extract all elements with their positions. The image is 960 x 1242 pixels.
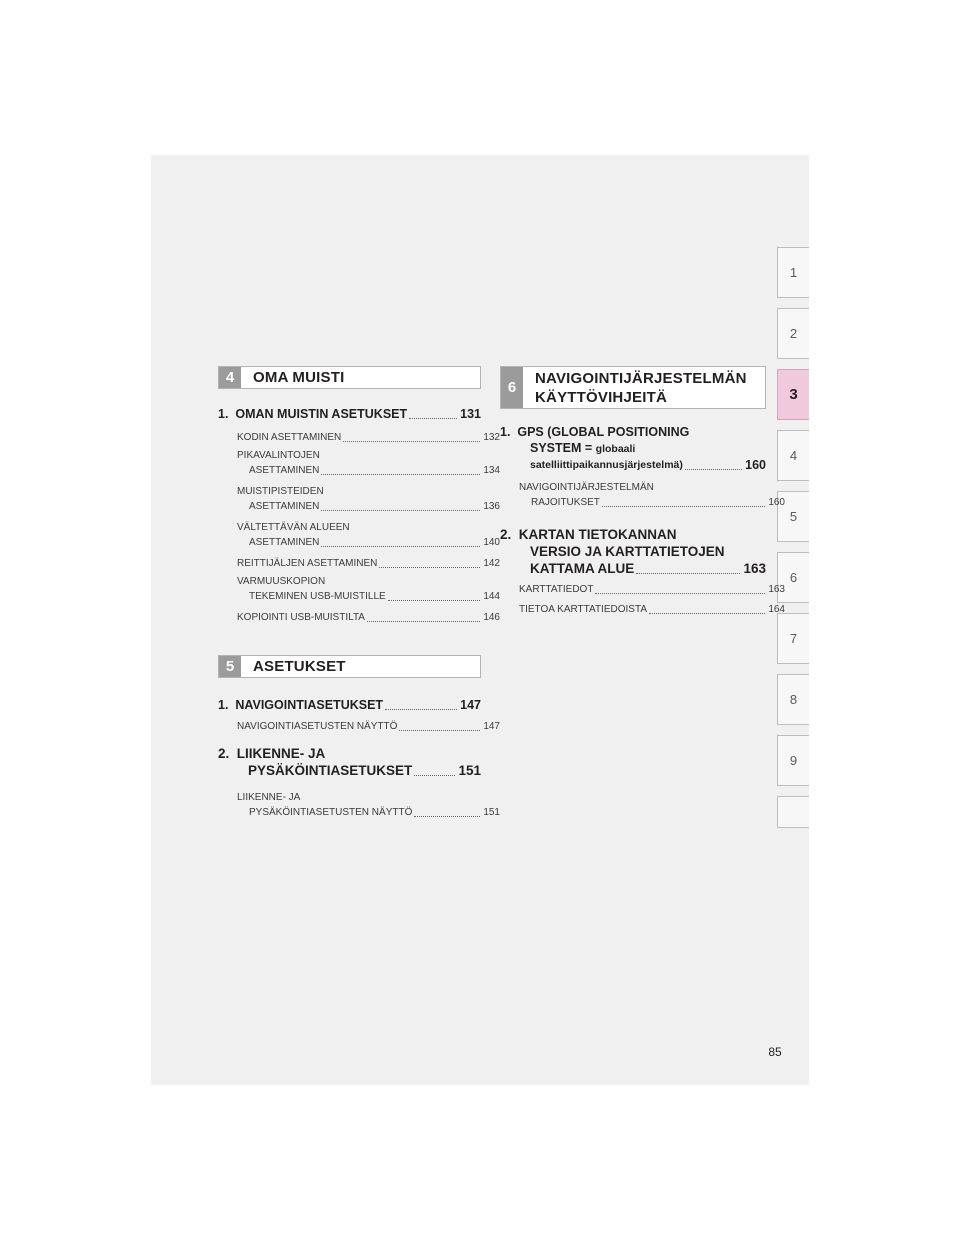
entry-page: 160 <box>745 458 766 472</box>
leader-dots <box>595 593 765 594</box>
section-5-title: ASETUKSET <box>253 658 346 675</box>
leader-dots <box>343 441 480 442</box>
chapter-tab-blank <box>777 796 809 828</box>
entry-page: 134 <box>483 465 500 476</box>
leader-dots <box>367 621 480 622</box>
entry-page: 147 <box>483 721 500 732</box>
chapter-tab-4[interactable]: 4 <box>777 430 809 481</box>
section-4-number: 4 <box>219 367 241 388</box>
entry-label: satelliittipaikannusjärjestelmä) <box>530 459 683 471</box>
chapter-tab-5[interactable]: 5 <box>777 491 809 542</box>
entry-page: 151 <box>483 807 500 818</box>
toc-sub-entry[interactable] <box>500 602 785 617</box>
section-4-title: OMA MUISTI <box>253 369 345 386</box>
leader-dots <box>399 730 480 731</box>
toc-main-entry[interactable] <box>500 526 766 577</box>
section-6-title <box>523 369 747 407</box>
leader-dots <box>414 816 480 817</box>
entry-label-line1: 1. GPS (GLOBAL POSITIONING <box>500 425 690 439</box>
section-6-header <box>500 366 766 409</box>
chapter-tab-1[interactable]: 1 <box>777 247 809 298</box>
toc-sub-entry[interactable] <box>218 790 500 820</box>
section-4-header <box>218 366 481 389</box>
toc-sub-entry[interactable] <box>218 574 500 604</box>
entry-page: 140 <box>483 537 500 548</box>
toc-sub-entry[interactable] <box>218 719 500 734</box>
entry-label: KODIN ASETTAMINEN <box>237 432 342 443</box>
toc-sub-entry[interactable] <box>218 448 500 478</box>
section-6-title-line1: NAVIGOINTIJÄRJESTELMÄN <box>535 369 747 387</box>
entry-label-line1: LIIKENNE- JA <box>237 792 301 803</box>
entry-label: 1. OMAN MUISTIN ASETUKSET <box>218 407 408 421</box>
leader-dots <box>321 546 480 547</box>
entry-label: PYSÄKÖINTIASETUSTEN NÄYTTÖ <box>249 807 413 818</box>
entry-page: 151 <box>458 763 481 778</box>
leader-dots <box>649 613 765 614</box>
entry-page: 163 <box>768 584 785 595</box>
entry-label-line1: VARMUUSKOPION <box>237 576 326 587</box>
chapter-tab-6[interactable]: 6 <box>777 552 809 603</box>
entry-label: NAVIGOINTIASETUSTEN NÄYTTÖ <box>237 721 398 732</box>
toc-sub-entry[interactable] <box>218 520 500 550</box>
leader-dots <box>602 506 765 507</box>
entry-page: 147 <box>460 698 481 712</box>
entry-label-line1: 2. KARTAN TIETOKANNAN <box>500 527 677 542</box>
entry-label-line2: VERSIO JA KARTTATIETOJEN <box>530 544 725 559</box>
entry-label: KATTAMA ALUE <box>530 561 635 576</box>
entry-label-line1: NAVIGOINTIJÄRJESTELMÄN <box>519 482 654 493</box>
entry-page: 164 <box>768 604 785 615</box>
leader-dots <box>414 775 455 776</box>
leader-dots <box>685 469 742 470</box>
chapter-tab-7[interactable]: 7 <box>777 613 809 664</box>
chapter-tab-8[interactable]: 8 <box>777 674 809 725</box>
leader-dots <box>321 510 480 511</box>
leader-dots <box>636 573 740 574</box>
entry-label-line1: VÄLTETTÄVÄN ALUEEN <box>237 522 350 533</box>
page-number: 85 <box>768 1045 782 1059</box>
toc-main-entry[interactable] <box>500 424 766 473</box>
leader-dots <box>321 474 480 475</box>
chapter-tabs <box>777 247 809 828</box>
toc-sub-entry[interactable] <box>218 484 500 514</box>
entry-label: ASETTAMINEN <box>249 465 320 476</box>
entry-label-line1: PIKAVALINTOJEN <box>237 450 320 461</box>
entry-page: 146 <box>483 612 500 623</box>
entry-label: 1. NAVIGOINTIASETUKSET <box>218 698 384 712</box>
entry-label: TEKEMINEN USB-MUISTILLE <box>249 591 386 602</box>
entry-label: RAJOITUKSET <box>531 497 600 508</box>
toc-sub-entry[interactable] <box>218 556 500 571</box>
chapter-tab-9[interactable]: 9 <box>777 735 809 786</box>
section-6-title-line2: KÄYTTÖVIHJEITÄ <box>535 388 667 406</box>
toc-sub-entry[interactable] <box>500 480 785 510</box>
toc-sub-entry[interactable] <box>218 430 500 445</box>
toc-sub-entry[interactable] <box>500 582 785 597</box>
entry-page: 163 <box>743 561 766 576</box>
entry-page: 131 <box>460 407 481 421</box>
toc-sub-entry[interactable] <box>218 610 500 625</box>
leader-dots <box>379 567 480 568</box>
toc-main-entry[interactable] <box>218 697 481 713</box>
chapter-tab-3[interactable]: 3 <box>777 369 809 420</box>
entry-label-line1: MUISTIPISTEIDEN <box>237 486 324 497</box>
entry-label-line2: SYSTEM = globaali <box>530 441 636 455</box>
toc-main-entry[interactable] <box>218 745 481 779</box>
entry-page: 142 <box>483 558 500 569</box>
entry-label: KARTTATIEDOT <box>519 584 594 595</box>
leader-dots <box>388 600 481 601</box>
entry-page: 132 <box>483 432 500 443</box>
entry-page: 136 <box>483 501 500 512</box>
section-6-number: 6 <box>501 367 523 408</box>
section-5-number: 5 <box>219 656 241 677</box>
toc-main-entry[interactable] <box>218 406 481 422</box>
entry-label: KOPIOINTI USB-MUISTILTA <box>237 612 365 623</box>
entry-label: PYSÄKÖINTIASETUKSET <box>248 763 413 778</box>
leader-dots <box>385 709 457 710</box>
entry-label: TIETOA KARTTATIEDOISTA <box>519 604 647 615</box>
entry-label-line1: 2. LIIKENNE- JA <box>218 746 326 761</box>
entry-label: REITTIJÄLJEN ASETTAMINEN <box>237 558 378 569</box>
entry-page: 144 <box>483 591 500 602</box>
section-5-header <box>218 655 481 678</box>
chapter-tab-2[interactable]: 2 <box>777 308 809 359</box>
entry-label: ASETTAMINEN <box>249 501 320 512</box>
entry-label: ASETTAMINEN <box>249 537 320 548</box>
leader-dots <box>409 418 457 419</box>
entry-page: 160 <box>768 497 785 508</box>
